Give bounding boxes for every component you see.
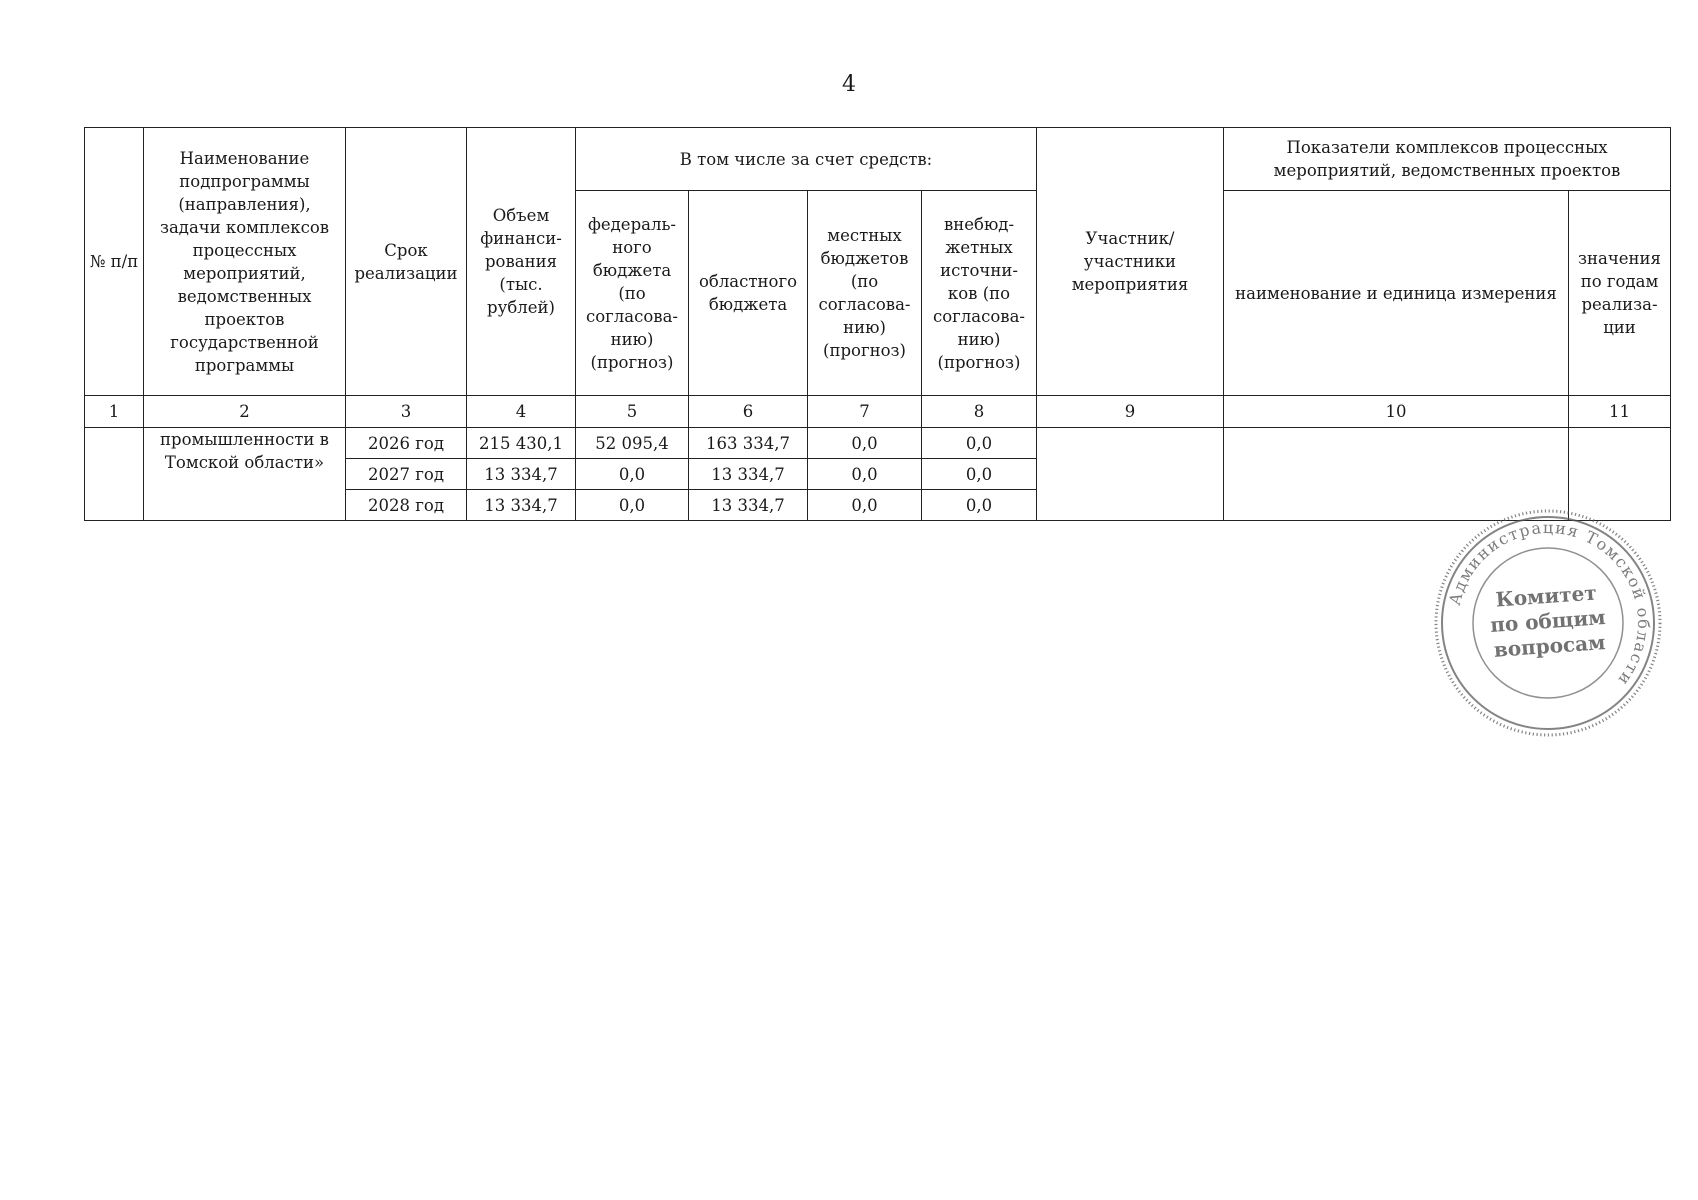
column-number: 1 bbox=[85, 396, 144, 428]
column-number: 6 bbox=[689, 396, 808, 428]
year-cell: 2028 год bbox=[346, 490, 467, 521]
column-number: 7 bbox=[808, 396, 922, 428]
regional-cell: 163 334,7 bbox=[689, 428, 808, 459]
header-period: Срок реализации bbox=[346, 128, 467, 396]
federal-cell: 0,0 bbox=[576, 459, 689, 490]
local-cell: 0,0 bbox=[808, 490, 922, 521]
total-cell: 13 334,7 bbox=[467, 459, 576, 490]
column-number-row bbox=[85, 396, 1671, 428]
column-number: 10 bbox=[1224, 396, 1569, 428]
federal-cell: 52 095,4 bbox=[576, 428, 689, 459]
column-number: 3 bbox=[346, 396, 467, 428]
column-number: 4 bbox=[467, 396, 576, 428]
local-cell: 0,0 bbox=[808, 428, 922, 459]
year-cell: 2026 год bbox=[346, 428, 467, 459]
header-number: № п/п bbox=[85, 128, 144, 396]
header-name: Наименование подпрограммы (направления), задачи комплексов процессных мероприятий, ведомственных проектов государственной программы bbox=[144, 128, 346, 396]
stamp-center-line-1: Комитет bbox=[1494, 580, 1598, 612]
table-row bbox=[85, 428, 1671, 459]
header-federal: федераль-ного бюджета (по согласова-нию) (прогноз) bbox=[576, 191, 689, 396]
header-volume: Объем финанси-рования (тыс. рублей) bbox=[467, 128, 576, 396]
header-indicator-name: наименование и единица измерения bbox=[1224, 191, 1569, 396]
financing-table bbox=[84, 127, 1671, 521]
stamp-center-line-2: по общим bbox=[1489, 605, 1607, 638]
header-participants: Участник/ участники мероприятия bbox=[1037, 128, 1224, 396]
program-name-cell: промышленности в Томской области» bbox=[144, 428, 346, 521]
column-number: 8 bbox=[922, 396, 1037, 428]
header-indicators-group: Показатели комплексов процессных мероприятий, ведомственных проектов bbox=[1224, 128, 1671, 191]
total-cell: 13 334,7 bbox=[467, 490, 576, 521]
column-number: 9 bbox=[1037, 396, 1224, 428]
column-number: 2 bbox=[144, 396, 346, 428]
regional-cell: 13 334,7 bbox=[689, 490, 808, 521]
header-indicator-values: значения по годам реализа-ции bbox=[1569, 191, 1671, 396]
extrabudgetary-cell: 0,0 bbox=[922, 459, 1037, 490]
regional-cell: 13 334,7 bbox=[689, 459, 808, 490]
header-local: местных бюджетов (по согласова-нию) (прогноз) bbox=[808, 191, 922, 396]
row-number-cell bbox=[85, 428, 144, 521]
header-extrabudgetary: внебюд-жетных источни-ков (по согласова-нию) (прогноз) bbox=[922, 191, 1037, 396]
local-cell: 0,0 bbox=[808, 459, 922, 490]
total-cell: 215 430,1 bbox=[467, 428, 576, 459]
extrabudgetary-cell: 0,0 bbox=[922, 490, 1037, 521]
column-number: 5 bbox=[576, 396, 689, 428]
column-number: 11 bbox=[1569, 396, 1671, 428]
stamp-center-line-3: вопросам bbox=[1493, 630, 1607, 662]
official-stamp bbox=[1430, 505, 1666, 741]
page-number: 4 bbox=[842, 72, 856, 97]
federal-cell: 0,0 bbox=[576, 490, 689, 521]
extrabudgetary-cell: 0,0 bbox=[922, 428, 1037, 459]
header-funds-group: В том числе за счет средств: bbox=[576, 128, 1037, 191]
participants-cell bbox=[1037, 428, 1224, 521]
year-cell: 2027 год bbox=[346, 459, 467, 490]
header-regional: областного бюджета bbox=[689, 191, 808, 396]
stamp-ring-text: Администрация Томской области bbox=[1444, 517, 1654, 691]
